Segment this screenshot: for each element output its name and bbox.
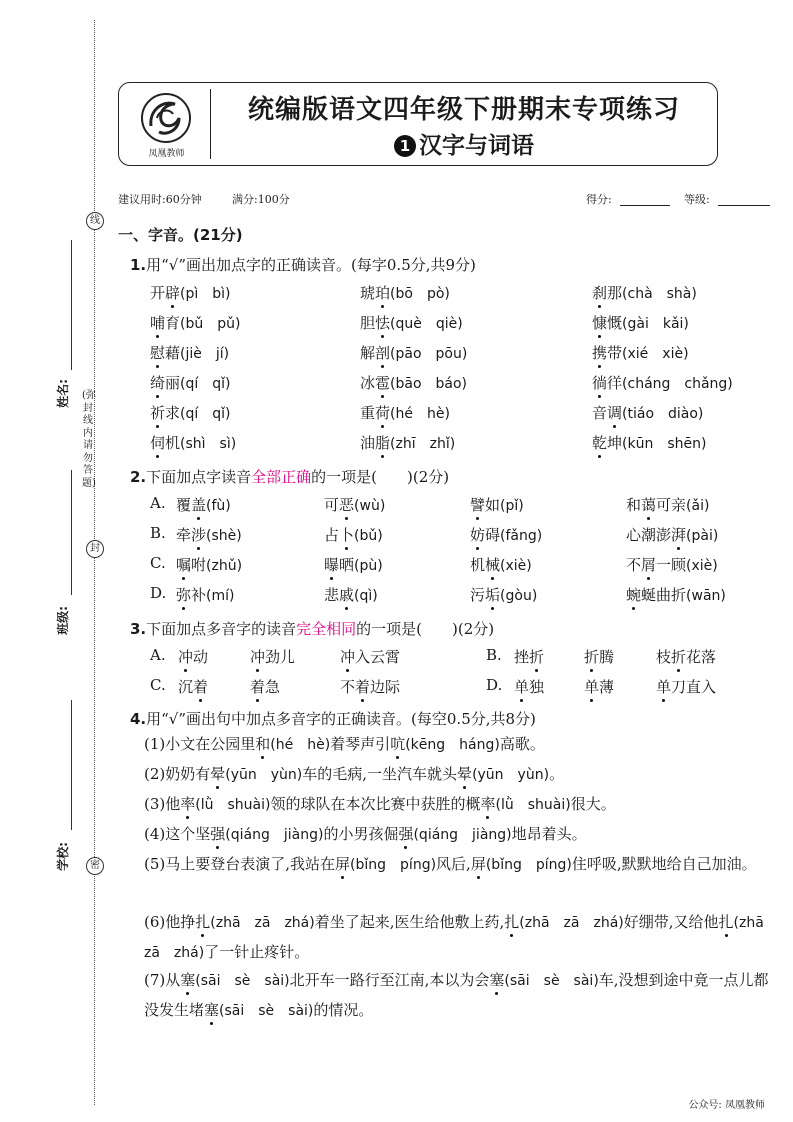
header-divider [210, 89, 211, 159]
sentence-text: 好绷带,又给他 [623, 913, 719, 931]
q2-item [324, 494, 385, 515]
dotted-char: 着 [250, 678, 266, 696]
pinyin-choice[interactable]: (zhā zā zhá) [210, 915, 315, 931]
word-text: 覆 [176, 496, 192, 514]
q1-item [360, 372, 467, 393]
dotted-char: 械 [485, 556, 501, 574]
dotted-char: 携 [592, 344, 608, 362]
word-text: 蜒曲折 [641, 586, 687, 604]
q1-item [592, 312, 689, 333]
q2-text-pre: 下面加点字读音 [146, 468, 252, 486]
dotted-char: 刹 [592, 284, 608, 302]
dotted-char: 着 [193, 678, 209, 696]
dotted-char: 绮 [150, 374, 166, 392]
dotted-char: 戚 [339, 586, 355, 604]
q2-item [470, 494, 524, 515]
dotted-char: 哺 [150, 314, 166, 332]
q2-item [176, 524, 242, 545]
word-text: 枝 [656, 648, 672, 666]
q3-text-pre: 下面加点多音字的读音 [146, 620, 297, 638]
sentence-text: 地昂着头。 [511, 825, 587, 843]
sentence-text: (6)他挣 [144, 913, 196, 931]
pinyin-choice[interactable]: (zhā zā zhá) [519, 915, 624, 931]
pinyin-label: (bǔ) [354, 528, 383, 544]
pinyin-label: (ǎi) [686, 498, 710, 514]
header-box [118, 82, 718, 166]
sentence-text: 住呼吸,默默地给自己加油。 [571, 855, 757, 873]
q1-item [360, 282, 450, 303]
word-text: 重 [360, 404, 376, 422]
word-text: 入云霄 [355, 648, 401, 666]
pinyin-choice[interactable]: (lǜ shuài) [495, 797, 571, 813]
q3-word [656, 646, 716, 667]
pinyin-choice[interactable]: (kūn shēn) [622, 436, 707, 452]
pinyin-choice[interactable]: (pāo pōu) [390, 346, 468, 362]
q3-option-letter[interactable]: C. [150, 676, 166, 694]
dotted-char: 和 [255, 735, 271, 753]
q1-item [360, 342, 467, 363]
dotted-char: 妨 [470, 526, 486, 544]
q2-item [324, 524, 383, 545]
dotted-char: 强 [398, 825, 414, 843]
sentence-text: (2)奶奶有 [144, 765, 211, 783]
q2-option-letter[interactable]: A. [150, 494, 166, 512]
dotted-char: 嘱 [176, 556, 192, 574]
q2-item [470, 524, 542, 545]
dotted-char: 屑 [641, 556, 657, 574]
q1-text: 用“√”画出加点字的正确读音。(每字0.5分,共9分) [146, 256, 476, 274]
dotted-char: 折 [584, 648, 600, 666]
q3-word [584, 676, 614, 697]
dotted-char: 晕 [457, 765, 473, 783]
q3-word [178, 646, 208, 667]
q1-item [150, 342, 229, 363]
dotted-char: 冲 [340, 648, 356, 666]
dotted-char: 譬 [470, 496, 486, 514]
dotted-char: 率 [180, 795, 196, 813]
q4-sentence [144, 730, 774, 760]
got-score-label: 得分: [586, 193, 612, 206]
dotted-char: 晕 [210, 765, 226, 783]
pinyin-choice[interactable]: (shì sì) [180, 436, 237, 452]
sentence-text: (3)他 [144, 795, 181, 813]
dotted-char: 冲 [250, 648, 266, 666]
pinyin-label: (pù) [354, 558, 383, 574]
q4-title [130, 708, 536, 729]
sentence-text: 车的毛病,一坐汽车就头 [302, 765, 458, 783]
q1-item [592, 282, 697, 303]
school-blank[interactable] [71, 700, 72, 830]
pinyin-choice[interactable]: (cháng chǎng) [622, 376, 733, 392]
pinyin-choice[interactable]: (pì bì) [180, 286, 231, 302]
q4-text: 用“√”画出句中加点多音字的正确读音。(每空0.5分,共8分) [146, 710, 536, 728]
dotted-char: 怯 [375, 314, 391, 332]
q3-highlight: 完全相同 [296, 620, 357, 638]
dotted-char: 强 [210, 825, 226, 843]
sentence-text: 风后, [436, 855, 471, 873]
name-label: 姓名: [55, 379, 70, 408]
q2-item [470, 584, 537, 605]
word-text: 丽 [165, 374, 181, 392]
q2-item [626, 494, 709, 515]
dotted-char: 伺 [150, 434, 166, 452]
dotted-char: 湃 [671, 526, 687, 544]
q4-sentence [144, 760, 774, 790]
pinyin-choice[interactable]: (yūn yùn) [225, 767, 303, 783]
word-text: 那 [607, 284, 623, 302]
dotted-char: 折 [671, 648, 687, 666]
q1-item [150, 282, 231, 303]
pinyin-choice[interactable]: (chà shà) [622, 286, 697, 302]
pinyin-choice[interactable]: (xié xiè) [622, 346, 689, 362]
word-text: 机 [165, 434, 181, 452]
dotted-char: 辟 [165, 284, 181, 302]
dotted-char: 单 [584, 678, 600, 696]
q4-number: 4. [130, 710, 147, 728]
dotted-char: 涉 [191, 526, 207, 544]
q3-text-post: 的一项是( )(2分) [356, 620, 495, 638]
dotted-char: 雹 [375, 374, 391, 392]
dotted-char: 着 [355, 678, 371, 696]
q2-item [626, 554, 718, 575]
dotted-char: 塞 [204, 1001, 220, 1019]
q2-option-letter[interactable]: B. [150, 524, 166, 542]
q1-item [150, 432, 236, 453]
q1-item [150, 312, 240, 333]
dotted-char: 率 [480, 795, 496, 813]
dotted-char: 剖 [375, 344, 391, 362]
section1-title: 一、字音。(21分) [118, 226, 243, 244]
pinyin-choice[interactable]: (qiáng jiàng) [413, 827, 512, 843]
sentence-text: 北开车一路行至江南,本以为会 [289, 971, 490, 989]
word-text: 心潮澎 [626, 526, 672, 544]
word-text: 机 [470, 556, 486, 574]
word-text: 徉 [607, 374, 623, 392]
q2-highlight: 全部正确 [251, 468, 312, 486]
dotted-char: 慷 [592, 314, 608, 332]
pinyin-choice[interactable]: (bǐng píng) [350, 857, 437, 873]
seal-mark-xian: 线 [86, 212, 104, 230]
q3-word [250, 676, 280, 697]
word-text: 急 [265, 678, 281, 696]
dotted-char: 恶 [339, 496, 355, 514]
pinyin-choice[interactable]: (gài kǎi) [622, 316, 689, 332]
dotted-char: 单 [514, 678, 530, 696]
footer-credit: 公众号: 凤凰教师 [688, 1100, 765, 1111]
dotted-char: 曝 [324, 556, 340, 574]
q2-item [626, 524, 718, 545]
got-score-blank[interactable] [620, 205, 670, 206]
binding-dashed-line [94, 20, 95, 1105]
q2-item [470, 554, 532, 575]
dotted-char: 乾 [592, 434, 608, 452]
pinyin-label: (xiè) [686, 558, 718, 574]
pinyin-choice[interactable]: (qí qǐ) [180, 406, 231, 422]
q4-sentence [144, 966, 774, 1026]
page-title: 统编版语文四年级下册期末专项练习 [247, 95, 680, 125]
word-text: 晒 [339, 556, 355, 574]
pinyin-label: (wù) [354, 498, 386, 514]
word-text: 解 [360, 344, 376, 362]
word-text: 牵 [176, 526, 192, 544]
dotted-char: 吭 [390, 735, 406, 753]
q1-item [150, 372, 231, 393]
q1-item [360, 312, 463, 333]
dotted-char: 屏 [335, 855, 351, 873]
dotted-char: 塞 [489, 971, 505, 989]
pinyin-choice[interactable]: (sāi sè sài) [195, 973, 290, 989]
dotted-char: 卜 [339, 526, 355, 544]
q1-title [130, 254, 476, 275]
pinyin-choice[interactable]: (bǔ pǔ) [180, 316, 241, 332]
seal-note: (弥封线内请勿答题) [82, 390, 96, 489]
dotted-char: 扎 [195, 913, 211, 931]
word-text: 一顾 [656, 556, 687, 574]
pinyin-choice[interactable]: (sāi sè sài) [504, 973, 599, 989]
word-text: 可 [324, 496, 340, 514]
word-text: 薄 [599, 678, 615, 696]
q2-item [176, 584, 234, 605]
q2-option-letter[interactable]: D. [150, 584, 167, 602]
page-subtitle [224, 127, 704, 160]
word-text: 边际 [370, 678, 401, 696]
pinyin-label: (fǎng) [500, 528, 543, 544]
subtitle-text: 汉字与词语 [419, 133, 534, 159]
word-text: 育 [165, 314, 181, 332]
word-text: 悲 [324, 586, 340, 604]
pinyin-label: (qì) [354, 588, 378, 604]
q2-item [324, 584, 378, 605]
q2-item [324, 554, 383, 575]
word-text: 碍 [485, 526, 501, 544]
dotted-char: 徜 [592, 374, 608, 392]
dotted-char: 弥 [176, 586, 192, 604]
pinyin-label: (fù) [206, 498, 231, 514]
word-text: 补 [191, 586, 207, 604]
q2-number: 2. [130, 468, 147, 486]
word-text: 污 [470, 586, 486, 604]
name-blank[interactable] [71, 240, 72, 370]
q3-word [340, 676, 400, 697]
q2-item [626, 584, 726, 605]
q1-item [150, 402, 231, 423]
word-text: 如 [485, 496, 501, 514]
pinyin-choice[interactable]: (zhā zā zhá) [144, 915, 778, 961]
word-text: 沉 [178, 678, 194, 696]
word-text: 藉 [165, 344, 181, 362]
sentence-text: 着坐了起来,医生给他敷上药, [314, 913, 505, 931]
pinyin-choice[interactable]: (qí qǐ) [180, 376, 231, 392]
dotted-char: 屏 [470, 855, 486, 873]
pinyin-choice[interactable]: (zhī zhǐ) [390, 436, 456, 452]
word-text: 可亲 [656, 496, 687, 514]
pinyin-choice[interactable]: (jiè jí) [180, 346, 230, 362]
dotted-char: 盖 [191, 496, 207, 514]
dotted-char: 扎 [718, 913, 734, 931]
dotted-char: 扎 [504, 913, 520, 931]
dotted-char: 荷 [375, 404, 391, 422]
dotted-char: 垢 [485, 586, 501, 604]
pinyin-choice[interactable]: (yūn yùn) [472, 767, 550, 783]
q4-sentence [144, 820, 774, 850]
sentence-text: 高歌。 [499, 735, 545, 753]
dotted-char: 折 [529, 648, 545, 666]
seal-mark-feng: 封 [86, 540, 104, 558]
word-text: 花落 [686, 648, 717, 666]
q3-word [340, 646, 400, 667]
word-text: 坤 [607, 434, 623, 452]
pinyin-label: (xiè) [500, 558, 532, 574]
q3-option-letter[interactable]: D. [486, 676, 503, 694]
q1-item [360, 402, 450, 423]
pinyin-label: (shè) [206, 528, 242, 544]
pinyin-choice[interactable]: (kēng háng) [405, 737, 500, 753]
word-text: 挫 [514, 648, 530, 666]
dotted-char: 慰 [150, 344, 166, 362]
q3-title [130, 618, 494, 639]
q1-item [592, 402, 703, 423]
word-text: 开 [150, 284, 166, 302]
q3-word [250, 646, 295, 667]
q1-item [592, 342, 689, 363]
word-text: 音 [592, 404, 608, 422]
q4-sentence [144, 850, 774, 880]
word-text: 独 [529, 678, 545, 696]
sentence-text: 的情况。 [313, 1001, 374, 1019]
school-label: 学校: [55, 842, 70, 871]
word-text: 油 [360, 434, 376, 452]
pinyin-choice[interactable]: (hé hè) [390, 406, 450, 422]
q3-word [178, 676, 208, 697]
q1-item [592, 432, 706, 453]
pinyin-choice[interactable]: (hé hè) [270, 737, 331, 753]
q3-word [514, 646, 544, 667]
dotted-char: 蔼 [641, 496, 657, 514]
word-text: 咐 [191, 556, 207, 574]
word-text: 求 [165, 404, 181, 422]
grade-blank[interactable] [718, 205, 770, 206]
sentence-text: 着琴声引 [330, 735, 391, 753]
word-text: 占 [324, 526, 340, 544]
pinyin-choice[interactable]: (bāo báo) [390, 376, 468, 392]
sentence-text: (1)小文在公园里 [144, 735, 256, 753]
word-text: 冰 [360, 374, 376, 392]
q2-title [130, 466, 449, 487]
pinyin-choice[interactable]: (tiáo diào) [622, 406, 704, 422]
q3-word [584, 646, 614, 667]
dotted-char: 调 [607, 404, 623, 422]
sentence-text: (5)马上要登台表演了,我站在 [144, 855, 336, 873]
pinyin-label: (wān) [686, 588, 726, 604]
q2-item [176, 494, 231, 515]
q2-text-post: 的一项是( )(2分) [311, 468, 450, 486]
q3-word [514, 676, 544, 697]
sentence-text: (4)这个坚 [144, 825, 211, 843]
word-text: 刀直入 [671, 678, 717, 696]
number-badge: 1 [394, 135, 416, 157]
q3-number: 3. [130, 620, 147, 638]
q2-item [176, 554, 242, 575]
q3-word [656, 676, 716, 697]
dotted-char: 祈 [150, 404, 166, 422]
pinyin-choice[interactable]: (bō pò) [390, 286, 450, 302]
dotted-char: 脂 [375, 434, 391, 452]
sentence-text: 的小男孩倔 [323, 825, 399, 843]
dotted-char: 单 [656, 678, 672, 696]
q4-sentence [144, 908, 778, 968]
dotted-char: 塞 [180, 971, 196, 989]
pinyin-choice[interactable]: (què qiè) [390, 316, 463, 332]
class-label: 班级: [55, 606, 70, 635]
q4-sentence [144, 790, 774, 820]
logo [129, 88, 204, 160]
pinyin-label: (mí) [206, 588, 235, 604]
word-text: 不 [340, 678, 356, 696]
pinyin-label: (pài) [686, 528, 719, 544]
word-text: 琥 [360, 284, 376, 302]
sentence-text: 了一针止疼针。 [204, 943, 310, 961]
grade-label: 等级: [684, 193, 710, 206]
q2-option-letter[interactable]: C. [150, 554, 166, 572]
pinyin-choice[interactable]: (sāi sè sài) [219, 1003, 314, 1019]
word-text: 不 [626, 556, 642, 574]
sentence-text: 车,没想到途中竟一点儿都没发生堵 [144, 971, 769, 1019]
word-text: 胆 [360, 314, 376, 332]
q3-option-letter[interactable]: A. [150, 646, 166, 664]
logo-text: 凤凰教师 [148, 149, 185, 159]
q1-number: 1. [130, 256, 147, 274]
pinyin-choice[interactable]: (lǜ shuài) [195, 797, 271, 813]
pinyin-choice[interactable]: (qiáng jiàng) [225, 827, 324, 843]
pinyin-choice[interactable]: (bǐng píng) [485, 857, 572, 873]
dotted-char: 蜿 [626, 586, 642, 604]
word-text: 腾 [599, 648, 615, 666]
dotted-char: 冲 [178, 648, 194, 666]
q3-option-letter[interactable]: B. [486, 646, 502, 664]
word-text: 劲儿 [265, 648, 296, 666]
pinyin-label: (pǐ) [500, 498, 524, 514]
sentence-text: 。 [549, 765, 565, 783]
score-label: 满分:100分 [232, 193, 290, 206]
word-text: 带 [607, 344, 623, 362]
q1-item [360, 432, 455, 453]
pinyin-label: (gòu) [500, 588, 538, 604]
word-text: 和 [626, 496, 642, 514]
time-label: 建议用时:60分钟 [118, 193, 202, 206]
class-blank[interactable] [71, 470, 72, 595]
sentence-text: (7)从 [144, 971, 181, 989]
word-text: 慨 [607, 314, 623, 332]
word-text: 动 [193, 648, 209, 666]
pinyin-label: (zhǔ) [206, 558, 243, 574]
seal-mark-mi: 密 [86, 857, 104, 875]
dotted-char: 珀 [375, 284, 391, 302]
sentence-text: 领的球队在本次比赛中获胜的概 [270, 795, 481, 813]
sentence-text: 很大。 [570, 795, 616, 813]
q1-item [592, 372, 733, 393]
